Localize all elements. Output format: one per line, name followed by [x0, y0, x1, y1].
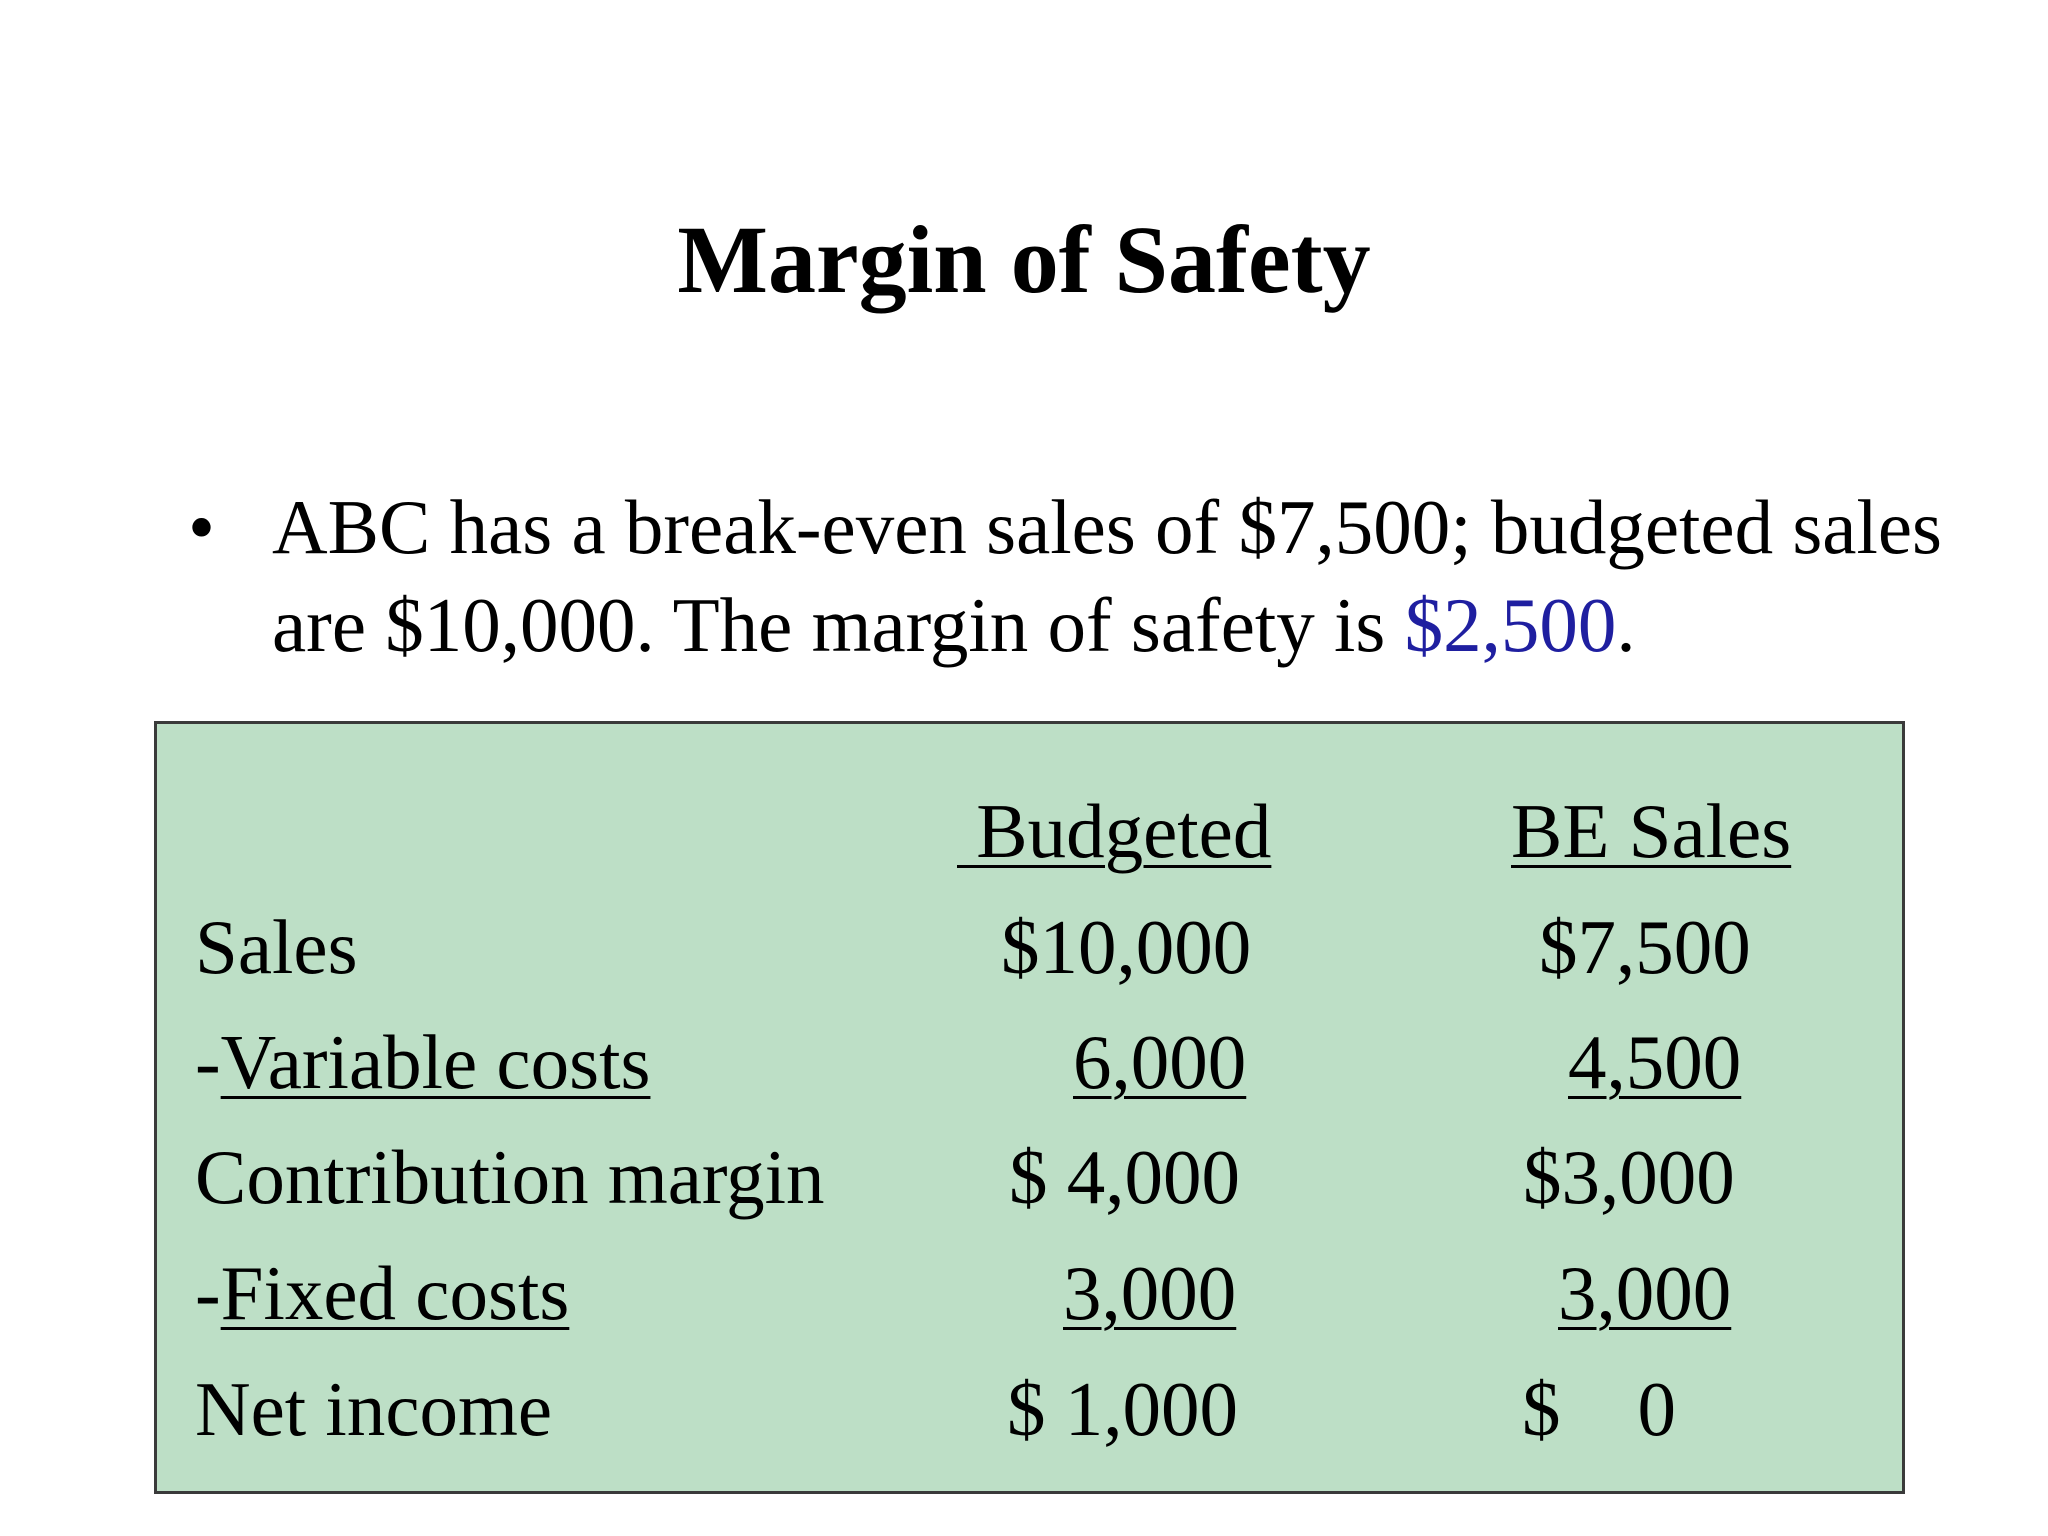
row-contribution-margin-be: $3,000 — [1523, 1134, 1735, 1220]
row-label-net-income: Net income — [195, 1366, 553, 1452]
income-comparison-table — [154, 721, 1905, 1494]
row-label-contribution-margin: Contribution margin — [195, 1134, 825, 1220]
bullet-icon: • — [188, 484, 215, 570]
row-contribution-margin-budgeted: $ 4,000 — [1009, 1134, 1240, 1220]
row-variable-costs-be: 4,500 — [1568, 1019, 1742, 1105]
row-sales-budgeted: $10,000 — [1001, 904, 1252, 990]
header-budgeted: Budgeted — [957, 788, 1272, 874]
bullet-point — [188, 478, 1968, 674]
row-fixed-costs-be: 3,000 — [1558, 1250, 1732, 1336]
row-net-income-be: $ 0 — [1522, 1366, 1676, 1452]
bullet-text-end: . — [1616, 582, 1636, 668]
row-fixed-costs-budgeted: 3,000 — [1063, 1250, 1237, 1336]
header-be-sales: BE Sales — [1511, 788, 1792, 874]
row-label-variable-costs: -Variable costs — [195, 1019, 651, 1105]
bullet-text-main: ABC has a break-even sales of $7,500; budgeted sales are $10,000. The margin of safety is — [272, 484, 1943, 668]
row-net-income-budgeted: $ 1,000 — [1007, 1366, 1238, 1452]
bullet-text — [272, 478, 1968, 674]
margin-of-safety-value: $2,500 — [1404, 582, 1617, 668]
slide-title: Margin of Safety — [677, 206, 1371, 313]
row-label-sales: Sales — [195, 904, 358, 990]
row-label-fixed-costs: -Fixed costs — [195, 1250, 570, 1336]
row-variable-costs-budgeted: 6,000 — [1073, 1019, 1247, 1105]
row-sales-be: $7,500 — [1539, 904, 1751, 990]
